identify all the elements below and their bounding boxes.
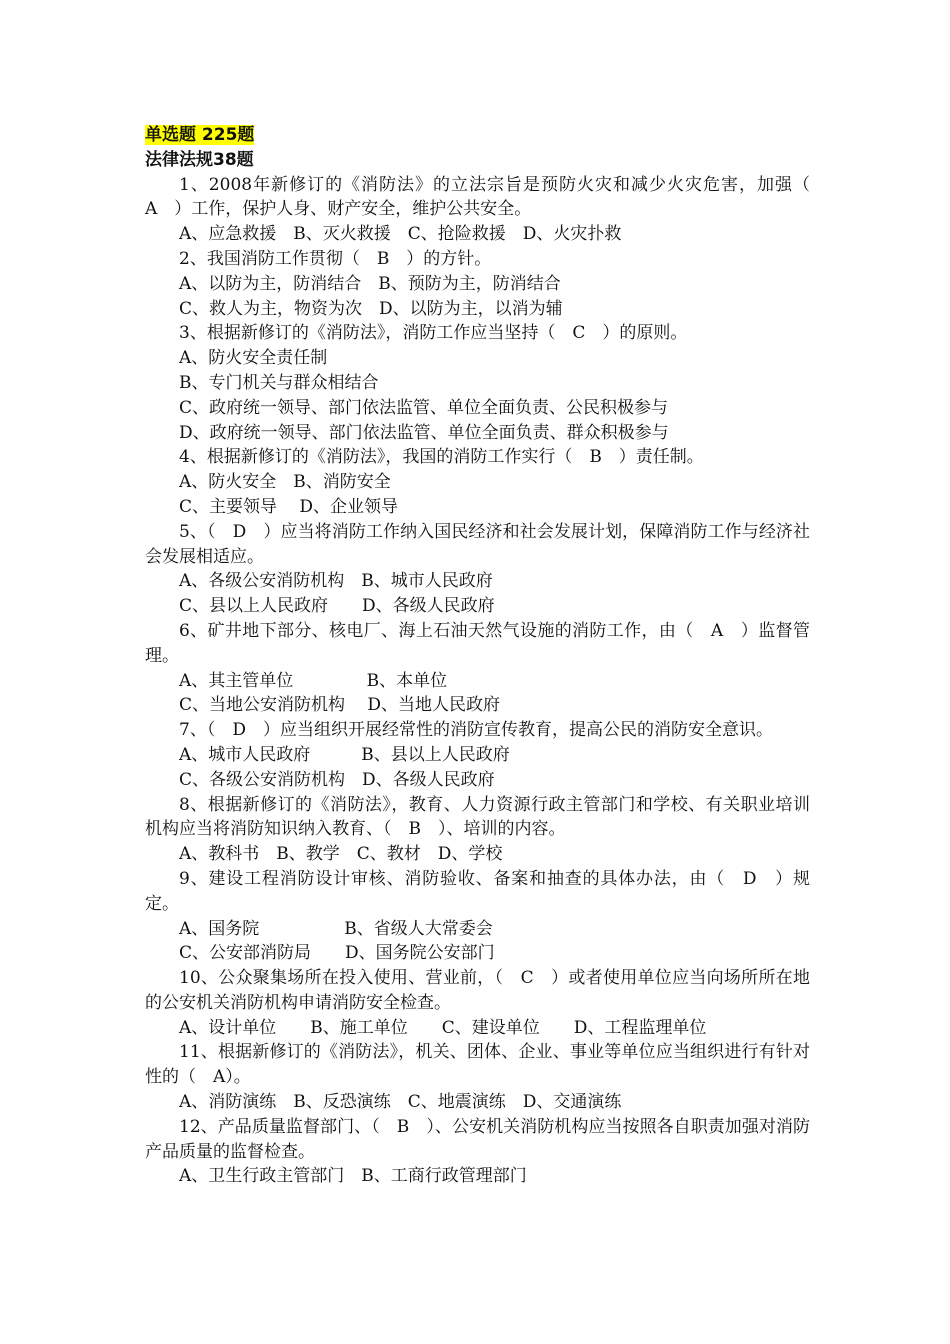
question-options: A、以防为主，防消结合 B、预防为主，防消结合 xyxy=(179,273,561,294)
question-options: C、政府统一领导、部门依法监管、单位全面负责、公民积极参与 xyxy=(179,397,669,418)
question-options: C、县以上人民政府 D、各级人民政府 xyxy=(179,596,495,617)
question-options: A、其主管单位 B、本单位 xyxy=(179,670,448,691)
question-options: B、专门机关与群众相结合 xyxy=(179,372,379,393)
question-stem: 8、根据新修订的《消防法》，教育、人力资源行政主管部门和学校、有关职业培训机构应当将消防知识纳入教育、（ B ）、培训的内容。 xyxy=(145,794,810,840)
question-stem: 5、（ D ）应当将消防工作纳入国民经济和社会发展计划，保障消防工作与经济社会发展相适应。 xyxy=(145,521,810,567)
question-options: A、各级公安消防机构 B、城市人民政府 xyxy=(179,571,493,592)
question-stem: 1、2008年新修订的《消防法》的立法宗旨是预防火灾和减少火灾危害，加强（ A ）工作，保护人身、财产安全，维护公共安全。 xyxy=(145,174,827,220)
question-options: A、应急救援 B、灭火救援 C、抢险救援 D、火灾扑救 xyxy=(179,224,622,245)
question-stem: 7、（ D ）应当组织开展经常性的消防宣传教育，提高公民的消防安全意识。 xyxy=(179,720,773,741)
question-options: C、救人为主，物资为次 D、以防为主，以消为辅 xyxy=(179,298,563,319)
section-heading xyxy=(145,123,810,148)
question-stem: 12、产品质量监督部门、（ B ）、公安机关消防机构应当按照各自职责加强对消防产品质量的监督检查。 xyxy=(145,1116,810,1162)
question-options: A、城市人民政府 B、县以上人民政府 xyxy=(179,744,510,765)
question-options: A、国务院 B、省级人大常委会 xyxy=(179,918,493,939)
question-options: C、公安部消防局 D、国务院公安部门 xyxy=(179,943,495,964)
question-options: C、各级公安消防机构 D、各级人民政府 xyxy=(179,769,495,790)
question-options: A、设计单位 B、施工单位 C、建设单位 D、工程监理单位 xyxy=(179,1017,707,1038)
section-heading-highlight: 单选题 225题 xyxy=(145,125,255,145)
question-options: C、主要领导 D、企业领导 xyxy=(179,496,399,517)
question-stem: 11、根据新修订的《消防法》，机关、团体、企业、事业等单位应当组织进行有针对性的（ A）。 xyxy=(145,1042,810,1088)
question-stem: 3、根据新修订的《消防法》，消防工作应当坚持（ C ）的原则。 xyxy=(179,323,688,344)
question-stem: 10、公众聚集场所在投入使用、营业前，（ C ）或者使用单位应当向场所所在地的公安机关消防机构申请消防安全检查。 xyxy=(145,968,810,1013)
question-options: A、卫生行政主管部门 B、工商行政管理部门 xyxy=(179,1166,527,1187)
question-stem: 4、根据新修订的《消防法》，我国的消防工作实行（ B ）责任制。 xyxy=(179,447,704,468)
question-options: D、政府统一领导、部门依法监管、单位全面负责、群众积极参与 xyxy=(179,422,669,443)
document-page xyxy=(145,123,827,1189)
subsection-heading: 法律法规38题 xyxy=(145,149,254,170)
question-options: A、防火安全 B、消防安全 xyxy=(179,472,391,493)
question-options: A、教科书 B、教学 C、教材 D、学校 xyxy=(179,844,503,865)
question-options: A、防火安全责任制 xyxy=(179,348,328,369)
question-stem: 2、我国消防工作贯彻（ B ）的方针。 xyxy=(179,248,492,269)
question-list xyxy=(145,173,827,1190)
question-stem: 6、矿井地下部分、核电厂、海上石油天然气设施的消防工作，由（ A ）监督管理。 xyxy=(145,620,810,666)
question-stem: 9、建设工程消防设计审核、消防验收、备案和抽查的具体办法，由（ D ）规定。 xyxy=(145,868,810,914)
question-options: A、消防演练 B、反恐演练 C、地震演练 D、交通演练 xyxy=(179,1092,622,1113)
question-options: C、当地公安消防机构 D、当地人民政府 xyxy=(179,695,501,716)
